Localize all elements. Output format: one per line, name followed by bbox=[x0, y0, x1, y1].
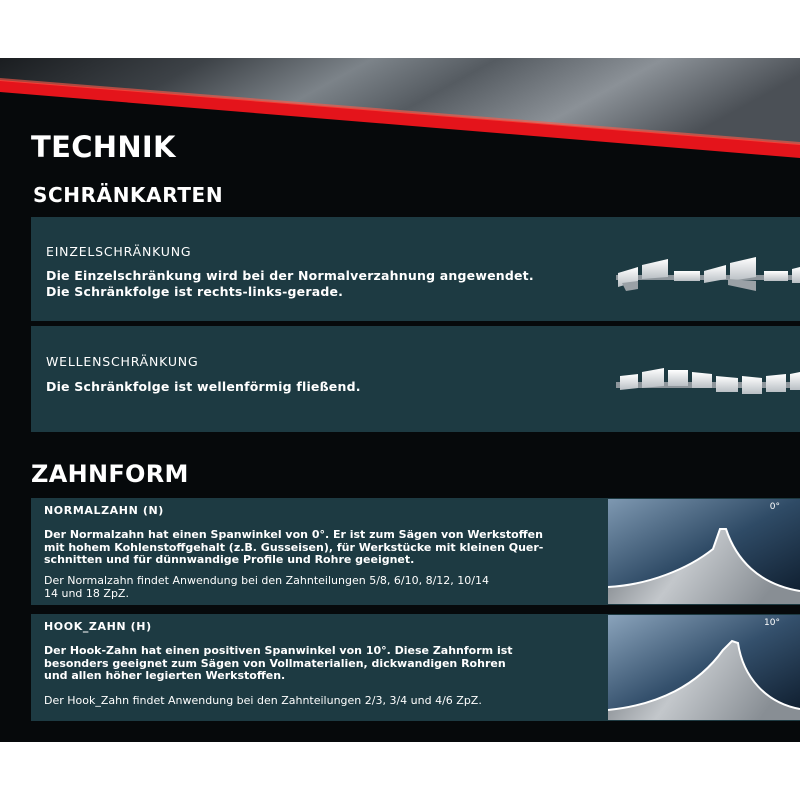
set-type-title: EINZELSCHRÄNKUNG bbox=[46, 244, 192, 259]
rake-angle-label: 0° bbox=[769, 502, 780, 512]
usage-line: 14 und 18 ZpZ. bbox=[44, 586, 129, 600]
description-line: Die Schränkfolge ist wellenförmig fließend. bbox=[46, 379, 361, 394]
set-type-description bbox=[46, 268, 534, 300]
set-type-title: WELLENSCHRÄNKUNG bbox=[46, 354, 199, 369]
hook-tooth-icon bbox=[608, 615, 800, 720]
description-line: besonders geeignet zum Sägen von Vollmaterialien, dickwandigen Rohren bbox=[44, 656, 506, 670]
section-title-set-types: SCHRÄNKARTEN bbox=[33, 183, 224, 207]
section-title-tooth-form: ZAHNFORM bbox=[31, 460, 189, 488]
normal-tooth-icon bbox=[608, 499, 800, 604]
page-title: TECHNIK bbox=[31, 130, 176, 164]
usage-line: Der Normalzahn findet Anwendung bei den Zahnteilungen 5/8, 6/10, 8/12, 10/14 bbox=[44, 574, 489, 587]
normal-tooth-illustration bbox=[608, 499, 800, 604]
tooth-description bbox=[44, 645, 614, 683]
set-type-card-single bbox=[31, 217, 800, 321]
description-line: Die Schränkfolge ist rechts-links-gerade. bbox=[46, 284, 344, 299]
hook-tooth-illustration bbox=[608, 615, 800, 720]
tooth-usage bbox=[44, 695, 614, 708]
description-line: schnitten und für dünnwandige Profile und Rohre geeignet. bbox=[44, 553, 415, 566]
tooth-title: NORMALZAHN (N) bbox=[44, 504, 164, 517]
saw-teeth-wave-set-icon bbox=[616, 364, 800, 404]
tooth-title: HOOK_ZAHN (H) bbox=[44, 620, 152, 633]
set-type-description bbox=[46, 379, 361, 395]
description-line: und allen höher legierten Werkstoffen. bbox=[44, 669, 286, 682]
tooth-card-normal bbox=[31, 498, 800, 605]
description-line: Die Einzelschränkung wird bei der Normalverzahnung angewendet. bbox=[46, 268, 534, 283]
saw-teeth-single-set-icon bbox=[616, 255, 800, 295]
tooth-usage bbox=[44, 575, 614, 600]
description-line: mit hohem Kohlenstoffgehalt (z.B. Gusseisen), für Werkstücke mit kleinen Quer- bbox=[44, 540, 544, 554]
description-line: Der Normalzahn hat einen Spanwinkel von 0°. Er ist zum Sägen von Werkstoffen bbox=[44, 528, 543, 541]
usage-line: Der Hook_Zahn findet Anwendung bei den Zahnteilungen 2/3, 3/4 und 4/6 ZpZ. bbox=[44, 694, 482, 707]
tooth-description bbox=[44, 529, 614, 567]
tooth-card-hook bbox=[31, 614, 800, 721]
rake-angle-label: 10° bbox=[764, 618, 780, 628]
set-type-card-wave bbox=[31, 326, 800, 432]
technik-panel bbox=[0, 58, 800, 742]
description-line: Der Hook-Zahn hat einen positiven Spanwinkel von 10°. Diese Zahnform ist bbox=[44, 644, 513, 657]
